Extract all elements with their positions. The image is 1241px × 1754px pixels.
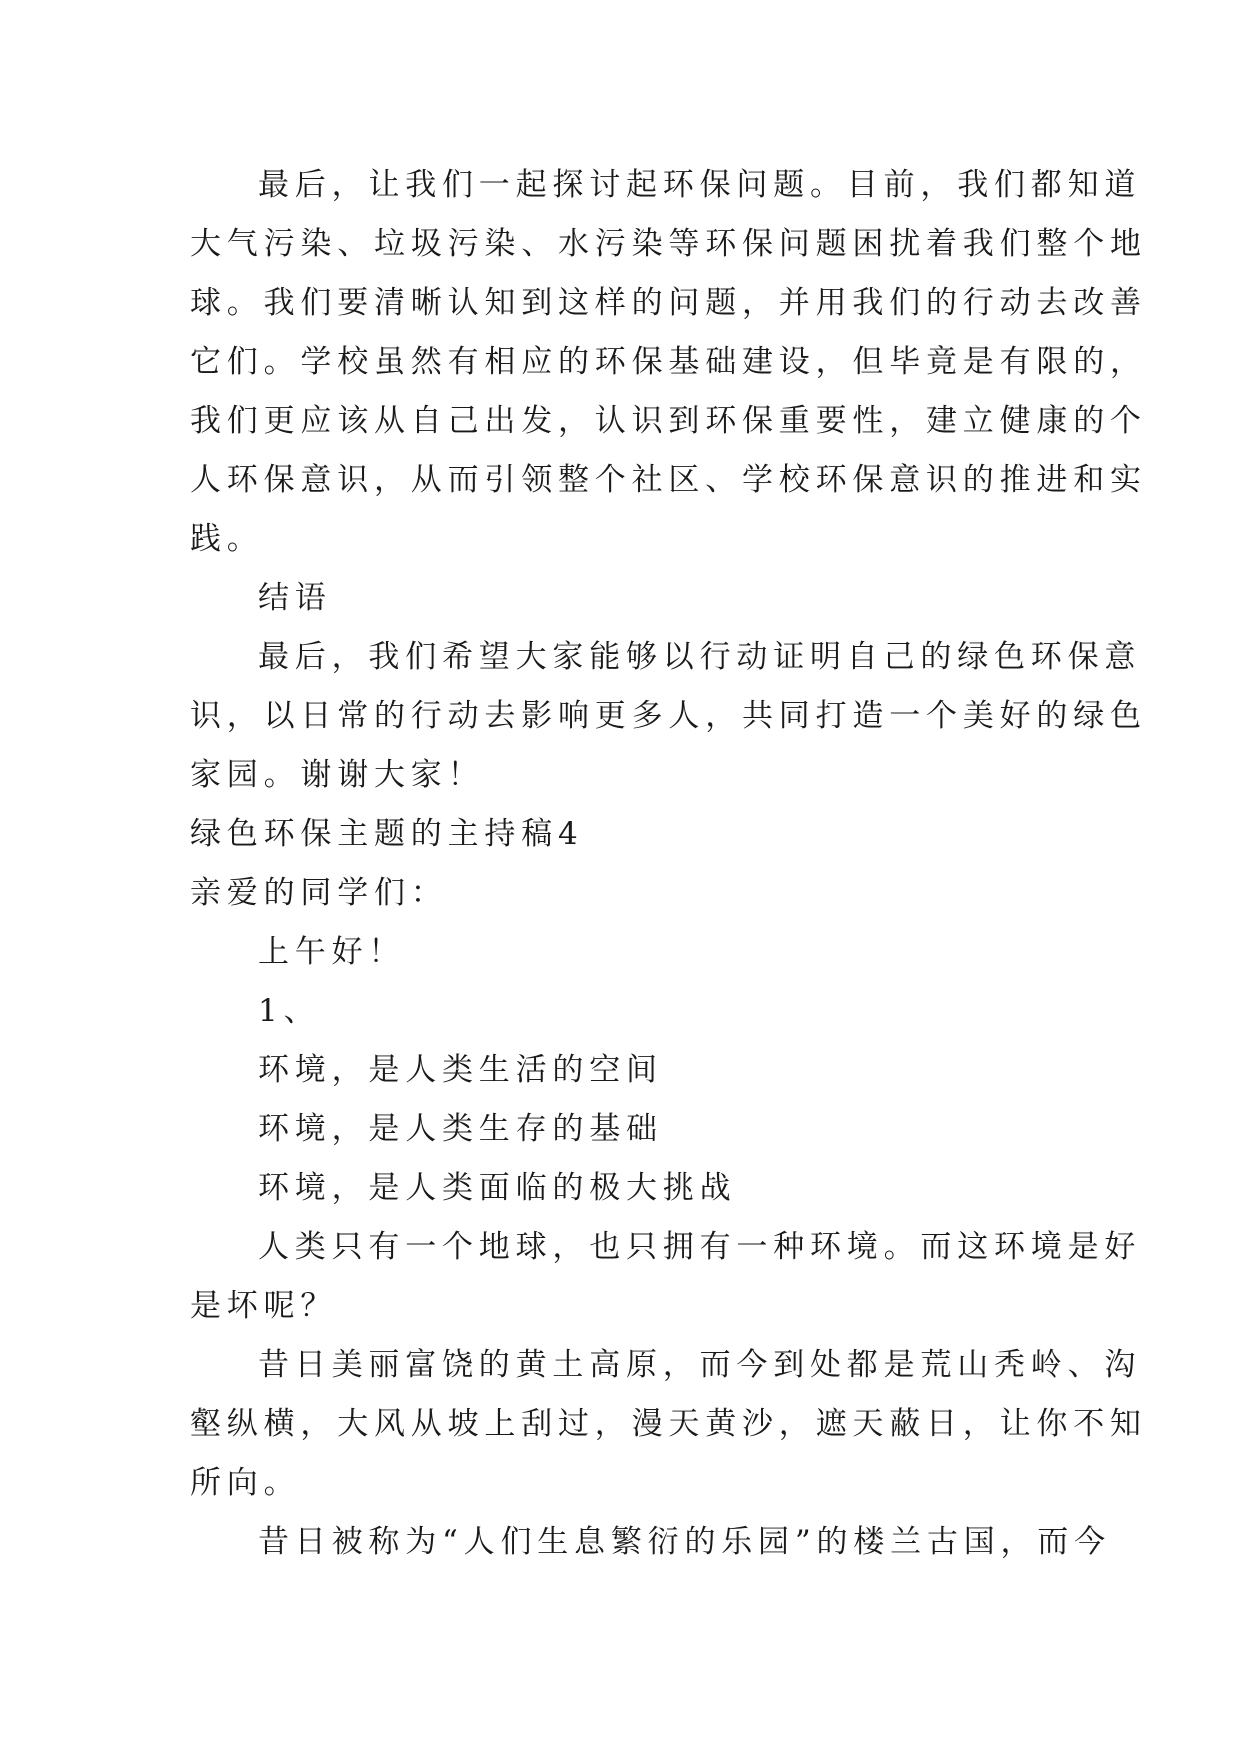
text-line: 所向。 xyxy=(190,1465,301,1501)
section-number: 1、 xyxy=(258,993,321,1029)
text-line: 环境，是人类生存的基础 xyxy=(258,1111,663,1147)
section-heading-conclusion: 结语 xyxy=(258,580,332,616)
greeting: 上午好！ xyxy=(258,934,406,970)
text-line: 最后，我们希望大家能够以行动证明自己的绿色环保意 xyxy=(258,639,1142,675)
text-line: 昔日美丽富饶的黄土高原，而今到处都是荒山秃岭、沟 xyxy=(258,1347,1142,1383)
document-page xyxy=(190,156,1147,1572)
text-line: 人类只有一个地球，也只拥有一种环境。而这环境是好 xyxy=(258,1229,1142,1265)
text-line: 昔日被称为“人们生息繁衍的乐园”的楼兰古国，而今 xyxy=(258,1524,1111,1560)
text-line: 践。 xyxy=(190,521,264,557)
text-line: 环境，是人类生活的空间 xyxy=(258,1052,663,1088)
text-line: 壑纵横，大风从坡上刮过，漫天黄沙，遮天蔽日，让你不知 xyxy=(190,1406,1147,1442)
salutation: 亲爱的同学们： xyxy=(190,875,448,911)
text-line: 人环保意识，从而引领整个社区、学校环保意识的推进和实 xyxy=(190,462,1147,498)
text-line: 是坏呢？ xyxy=(190,1288,338,1324)
text-line: 家园。谢谢大家！ xyxy=(190,757,485,793)
text-line: 我们更应该从自己出发，认识到环保重要性，建立健康的个 xyxy=(190,403,1147,439)
text-line: 球。我们要清晰认知到这样的问题，并用我们的行动去改善 xyxy=(190,285,1147,321)
document-subtitle: 绿色环保主题的主持稿4 xyxy=(190,816,584,852)
text-line: 大气污染、垃圾污染、水污染等环保问题困扰着我们整个地 xyxy=(190,226,1147,262)
text-line: 最后，让我们一起探讨起环保问题。目前，我们都知道 xyxy=(258,167,1142,203)
text-line: 识，以日常的行动去影响更多人，共同打造一个美好的绿色 xyxy=(190,698,1147,734)
text-line: 环境，是人类面临的极大挑战 xyxy=(258,1170,737,1206)
text-line: 它们。学校虽然有相应的环保基础建设，但毕竟是有限的， xyxy=(190,344,1147,380)
